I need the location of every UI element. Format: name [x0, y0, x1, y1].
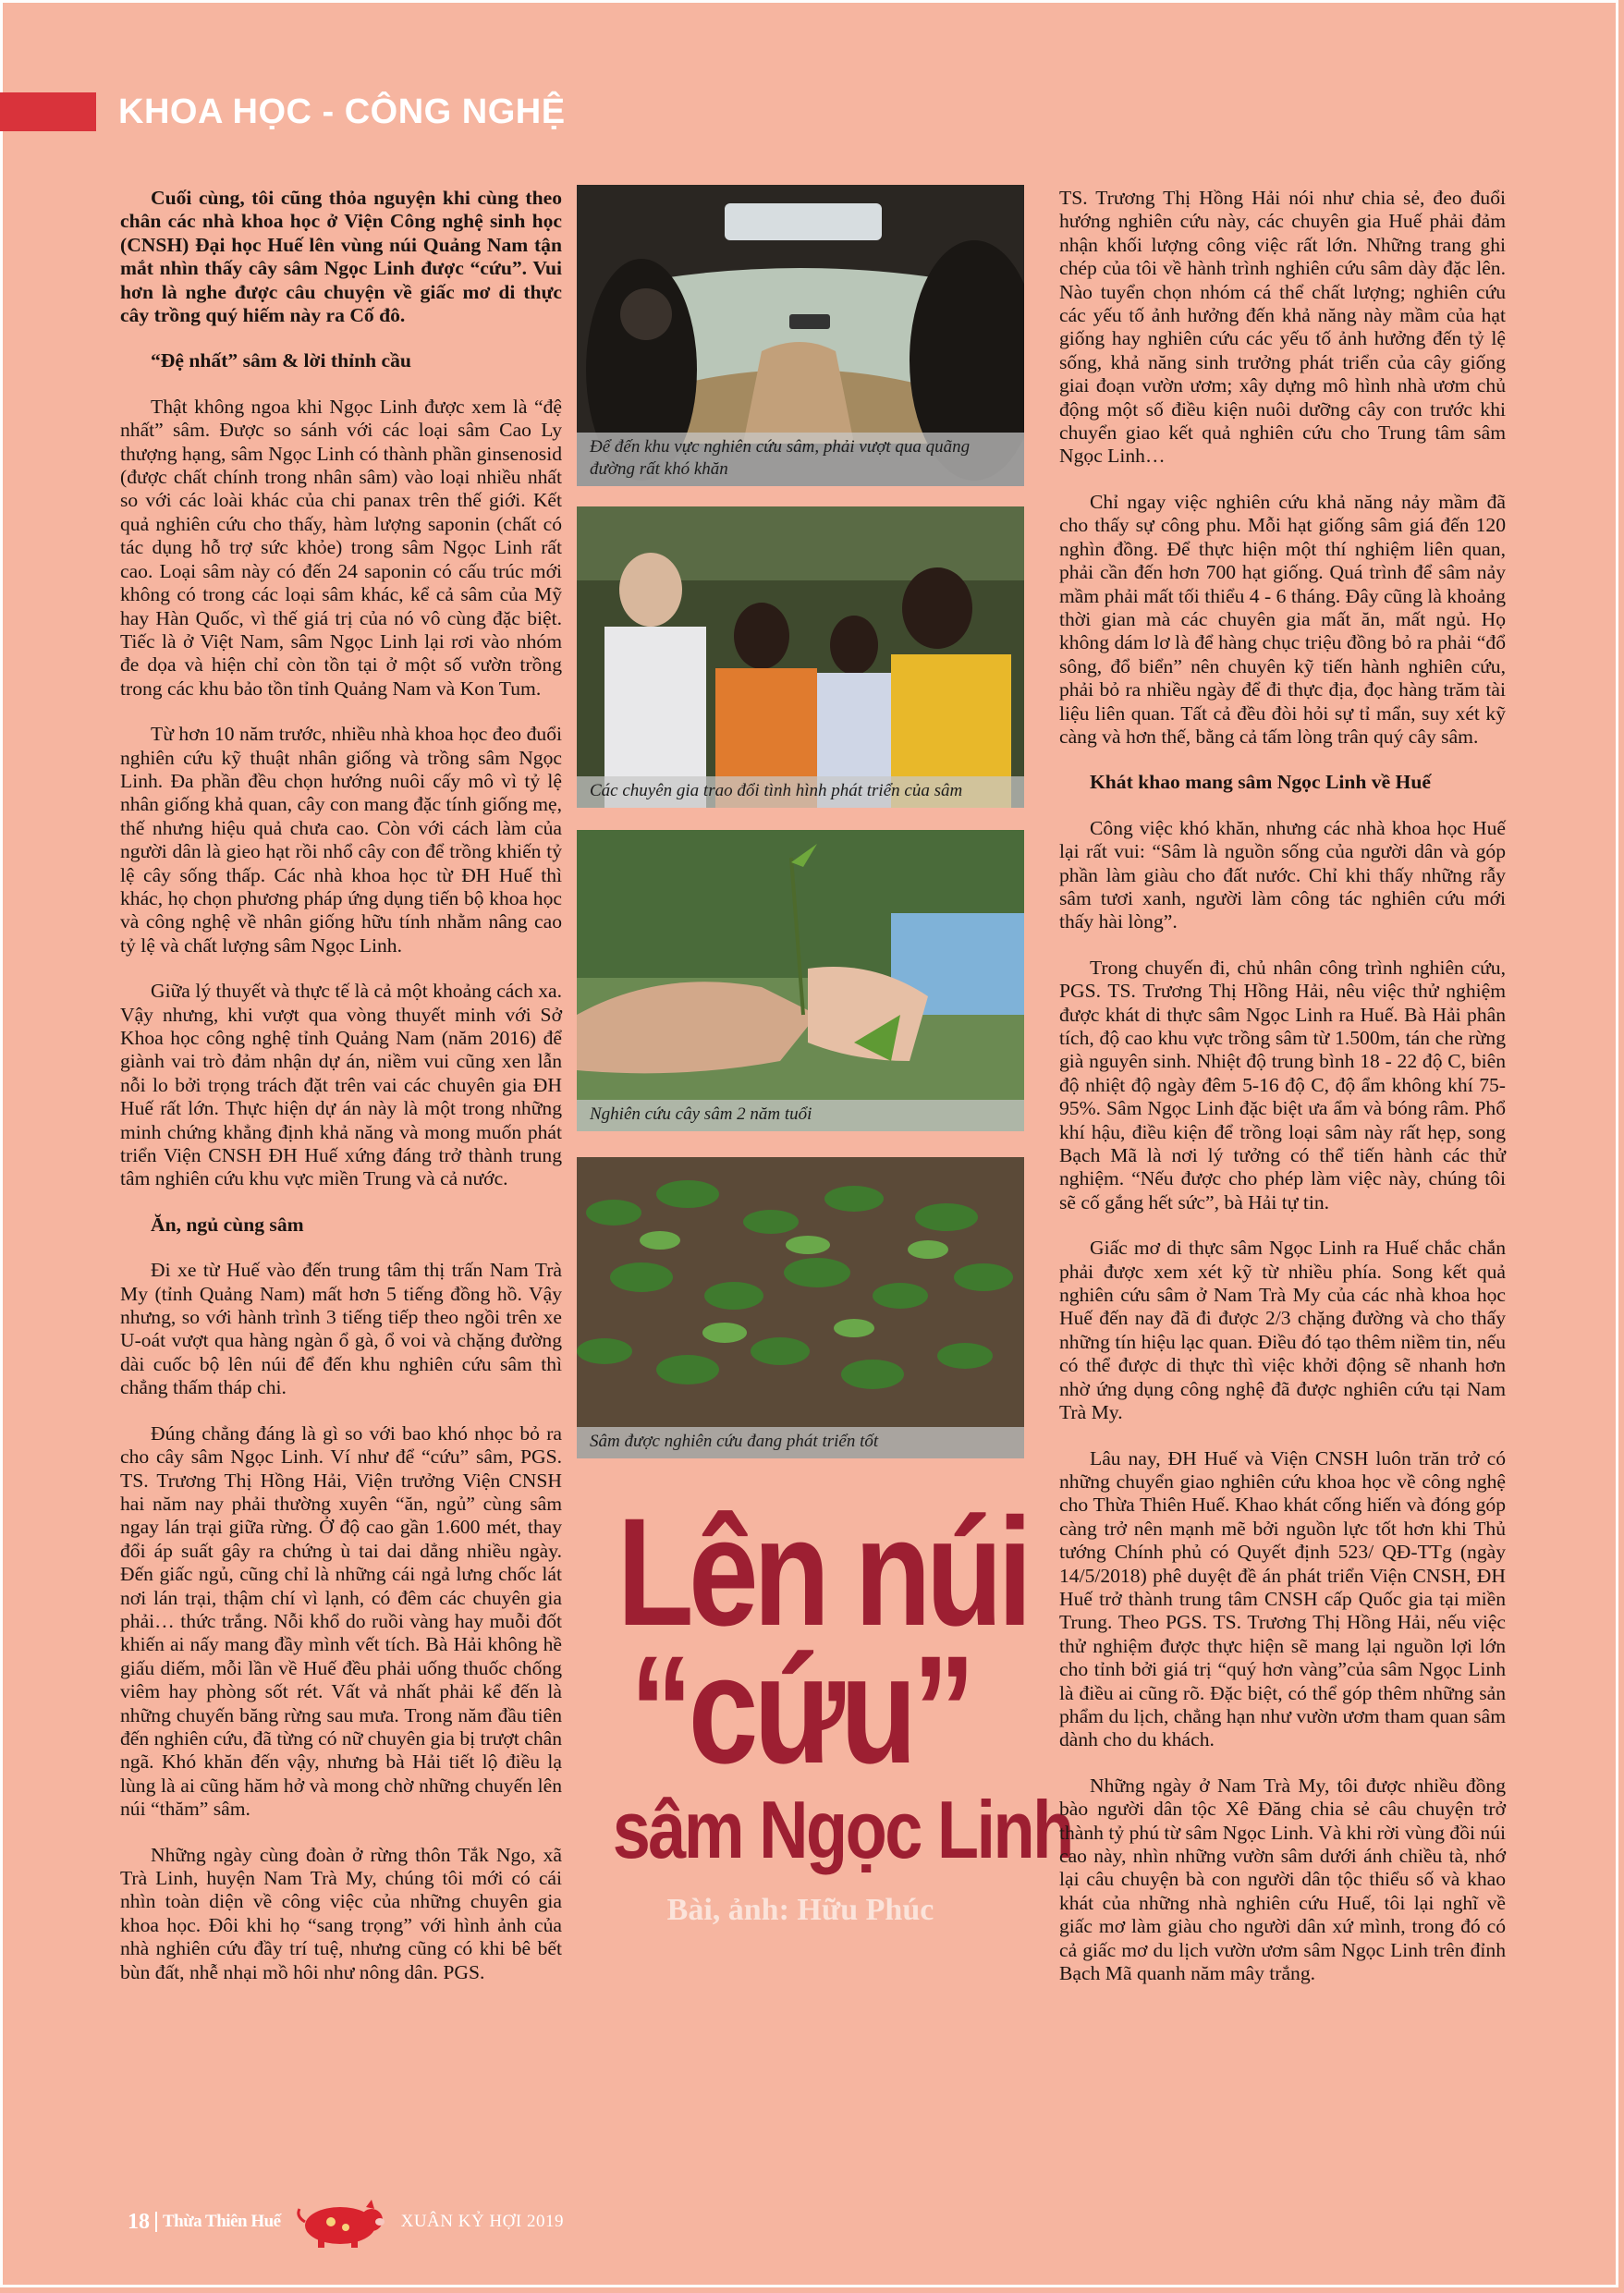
body-paragraph: Chỉ ngay việc nghiên cứu khả năng nảy mầm đã cho thấy sự công phu. Mỗi hạt giống sâm giá đến 120 nghìn đồng. Để thực hiện một thí nghiệm liên quan, phải cần đến hơn 700 hạt giống. Quá trình để sâm nảy mầm phải mất tối thiểu 4 - 6 tháng. Đây cũng là khoảng thời gian mà các chuyên gia mất ăn, mất ngủ. Họ không dám lơ là để hàng chục triệu đồng bỏ ra phải “đổ sông, đổ biển” nên chuyên kỹ tiến hành nghiên cứu, phải bỏ ra nhiều ngày để đi thực địa, đọc hàng trăm tài liệu liên quan. Tất cả đều đòi hỏi sự tỉ mẩn, suy xét kỹ càng và hơn thế, bằng cả tấm lòng trân quý cây sâm. — [1059, 490, 1506, 748]
body-paragraph: Lâu nay, ĐH Huế và Viện CNSH luôn trăn trở có những chuyển giao nghiên cứu khoa học về công nghệ cho Thừa Thiên Huế. Khao khát cống hiến và đóng góp càng trở nên mạnh mẽ bởi nguồn lực tốt hơn khi Thủ tướng Chính phủ có Quyết định 523/ QĐ-TTg (ngày 14/5/2018) phê duyệt đề án phát triển Viện CNSH, ĐH Huế trở thành trung tâm CNSH cấp Quốc gia tại miền Trung. Theo PGS. TS. Trương Thị Hồng Hải, nếu việc thử nghiệm được thực hiện sẽ mang lại nguồn lợi lớn cho tỉnh bởi giá trị “quý hơn vàng”của sâm Ngọc Linh là điều ai cũng rõ. Đặc biệt, có thể góp thêm những sản phẩm du lịch, chẳng hạn như vườn ươm tham quan sâm dành cho du khách. — [1059, 1446, 1506, 1751]
section-title: KHOA HỌC - CÔNG NGHỆ — [118, 91, 566, 131]
photo-experts — [577, 506, 1024, 808]
subheading: Ăn, ngủ cùng sâm — [151, 1213, 304, 1236]
subheading: “Đệ nhất” sâm & lời thỉnh cầu — [151, 349, 411, 372]
headline-line-2: “cứu” — [629, 1625, 971, 1796]
lead-paragraph: Cuối cùng, tôi cũng thỏa nguyện khi cùng theo chân các nhà khoa học ở Viện Công nghệ sinh học (CNSH) Đại học Huế lên vùng núi Quảng Nam tận mắt nhìn thấy cây sâm Ngọc Linh được “cứu”. Vui hơn là nghe được câu chuyện về giấc mơ di thực cây trồng quý hiếm này ra Cố đô. — [120, 187, 562, 327]
byline: Bài, ảnh: Hữu Phúc — [666, 1893, 934, 1927]
body-paragraph: Công việc khó khăn, nhưng các nhà khoa học Huế lại rất vui: “Sâm là nguồn sống của người dân và góp phần làm giàu cho đất nước. Chỉ khi thấy những rẫy sâm tươi xanh, người làm công tác nghiên cứu mới thấy hài lòng”. — [1059, 816, 1506, 933]
issue-name: XUÂN KỶ HỢI 2019 — [400, 2212, 564, 2231]
ginseng-bed-illustration — [577, 1157, 1024, 1458]
left-column — [120, 187, 562, 2006]
body-paragraph: Những ngày ở Nam Trà My, tôi được nhiều đồng bào người dân tộc Xê Đăng chia sẻ câu chuyện trở thành tỷ phú từ sâm Ngọc Linh. Và khi rời vùng đồi núi cao này, nhìn những vườn sâm dưới ánh chiều tà, nhớ lại câu chuyện bà con người dân tộc thiểu số và khao khát của những nhà nghiên cứu Huế, tôi lại nghĩ về giấc mơ làm giàu cho người dân xứ mình, trong đó có cả giấc mơ du lịch vườn ươm sâm Ngọc Linh trên đỉnh Bạch Mã quanh năm mây trắng. — [1059, 1774, 1506, 1985]
photo-seedling — [577, 830, 1024, 1131]
page-footer — [128, 2194, 564, 2250]
photo-caption: Nghiên cứu cây sâm 2 năm tuổi — [577, 1100, 1024, 1131]
page-number: 18 — [128, 2209, 150, 2234]
headline-line-3: sâm Ngọc Linh — [612, 1784, 1072, 1875]
photo-caption: Sâm được nghiên cứu đang phát triển tốt — [577, 1427, 1024, 1458]
body-paragraph: Đúng chẳng đáng là gì so với bao khó nhọc bỏ ra cho cây sâm Ngọc Linh. Ví như để “cứu” sâm, PGS. TS. Trương Thị Hồng Hải, Viện trưởng Viện CNSH hai năm nay phải thường xuyên “ăn, ngủ” cùng sâm ngay lán trại giữa rừng. Ở độ cao gần 1.600 mét, thay đổi áp suất gây ra chứng ù tai dai dẳng nhiều ngày. Đến giấc ngủ, cũng chỉ là những cái ngả lưng chốc lát nơi lán trại, thậm chí vì lạnh, có đêm các chuyên gia phải… thức trắng. Nỗi khổ do ruồi vàng hay muỗi đốt khiến ai nấy mang đầy mình vết tích. Bà Hải không hề giấu diếm, mỗi lần về Huế đều phải uống thuốc chống viêm hay phòng sốt rét. Vất vả nhất phải kể đến là những chuyến băng rừng sau mưa. Trong năm đầu tiên đến nghiên cứu, đã từng có nữ chuyên gia bị trượt chân ngã. Khó khăn đến vậy, nhưng bà Hải tiết lộ điều lạ lùng là ai cũng hăm hở và mong chờ những chuyến lên núi “thăm” sâm. — [120, 1421, 562, 1821]
pig-icon — [287, 2194, 388, 2250]
right-column — [1059, 187, 1506, 2007]
body-paragraph: Từ hơn 10 năm trước, nhiều nhà khoa học đeo đuổi nghiên cứu kỹ thuật nhân giống và trồng sâm Ngọc Linh. Đa phần đều chọn hướng nuôi cấy mô vì tỷ lệ nhân giống khả quan, cây con mang đặc tính giống mẹ, thế nhưng hiệu quả chưa cao. Còn với cách làm của người dân là gieo hạt rồi nhổ cây con để trồng khiến tỷ lệ cây sống thấp. Các nhà khoa học từ ĐH Huế thì khác, họ chọn phương pháp ứng dụng tiến bộ khoa học và công nghệ về nhân giống hữu tính nhằm nâng cao tỷ lệ và chất lượng sâm Ngọc Linh. — [120, 723, 562, 957]
body-paragraph: Giữa lý thuyết và thực tế là cả một khoảng cách xa. Vậy nhưng, khi vượt qua vòng thuyết minh với Sở Khoa học công nghệ tỉnh Quảng Nam (năm 2016) để giành vai trò đảm nhận dự án, niềm vui cũng xen lẫn nỗi lo bởi trọng trách đặt trên vai các chuyên gia ĐH Huế rất lớn. Thực hiện dự án này là một trong những minh chứng khẳng định khả năng và mong muốn phát triển Viện CNSH ĐH Huế xứng đáng trở thành trung tâm nghiên cứu khu vực miền Trung và cả nước. — [120, 980, 562, 1190]
body-paragraph: Những ngày cùng đoàn ở rừng thôn Tắk Ngo, xã Trà Linh, huyện Nam Trà My, chúng tôi mới có cái nhìn toàn diện về công việc của những chuyên gia khoa học. Đôi khi họ “sang trọng” với hình ảnh của nhà nghiên cứu đầy trí tuệ, nhưng cũng có khi bê bết bùn đất, nhễ nhại mồ hôi như nông dân. PGS. — [120, 1843, 562, 1983]
headline-line-1: Lên núi — [617, 1487, 1028, 1658]
photo-caption: Các chuyên gia trao đổi tình hình phát triển của sâm — [577, 776, 1024, 808]
footer-divider — [155, 2212, 157, 2232]
subheading: Khát khao mang sâm Ngọc Linh về Huế — [1090, 771, 1431, 794]
body-paragraph: Trong chuyến đi, chủ nhân công trình nghiên cứu, PGS. TS. Trương Thị Hồng Hải, nêu việc thử nghiệm được khát di thực sâm Ngọc Linh ra Huế. Bà Hải phân tích, độ cao khu vực trồng sâm từ 1.500m, tán che rừng già nguyên sinh. Nhiệt độ trung bình 18 - 22 độ C, biên độ nhiệt độ ngày đêm 5-16 độ C, độ ẩm không khí 75-95%. Sâm Ngọc Linh đặc biệt ưa ẩm và bóng râm. Phổ khí hậu, điều kiện để trồng loại sâm này rất hẹp, song Bạch Mã là nơi lý tưởng có thể tiến hành các thử nghiệm. “Nếu được cho phép làm việc này, chúng tôi sẽ cố gắng hết sức”, bà Hải tự tin. — [1059, 956, 1506, 1214]
photo-caption: Để đến khu vực nghiên cứu sâm, phải vượt qua quãng đường rất khó khăn — [577, 433, 1024, 486]
body-paragraph: Thật không ngoa khi Ngọc Linh được xem là “đệ nhất” sâm. Được so sánh với các loại sâm Cao Ly thượng hạng, sâm Ngọc Linh có thành phần ginsenosid (được chất chính trong nhân sâm) vào loại nhiều nhất so với các loài khác của chi panax trên thế giới. Kết quả nghiên cứu cho thấy, hàm lượng saponin (chất có tác dụng hỗ trợ sức khỏe) trong sâm Ngọc Linh rất cao. Loại sâm này có đến 24 saponin có cấu trúc mới không có trong các loại sâm khác, kể cả sâm của Mỹ hay Hàn Quốc, vì thế giá trị của nó vô cùng đặc biệt. Tiếc là ở Việt Nam, sâm Ngọc Linh lại rơi vào nhóm đe dọa và hiện chỉ còn tồn tại ở một số vườn trồng trong các khu bảo tồn tỉnh Quảng Nam và Kon Tum. — [120, 395, 562, 700]
magazine-name: Thừa Thiên Huế — [163, 2212, 281, 2231]
section-header — [0, 89, 566, 135]
body-paragraph: TS. Trương Thị Hồng Hải nói như chia sẻ, đeo đuổi hướng nghiên cứu này, các chuyên gia Huế phải đảm nhận khối lượng công việc rất lớn. Những trang ghi chép của tôi về hành trình nghiên cứu sâm dày đặc lên. Nào tuyển chọn nhóm cá thể chất lượng; nghiên cứu các yếu tố ảnh hưởng đến khả năng này mầm của hạt giống hay nghiên cứu các yếu tố ảnh hưởng đến tỷ lệ sống, khả năng sinh trưởng phát triển của cây giống giai đoạn vườn ươm; xây dựng mô hình nhà ươm chủ động một số điều kiện nuôi dưỡng cây con trước khi chuyển giao kết quả nghiên cứu cho Trung tâm sâm Ngọc Linh… — [1059, 187, 1506, 468]
headline — [577, 1487, 1072, 1880]
experts-illustration — [577, 506, 1024, 808]
photo-ginseng-bed — [577, 1157, 1024, 1458]
body-paragraph: Giấc mơ di thực sâm Ngọc Linh ra Huế chắc chắn phải được xem xét kỹ từ nhiều phía. Song kết quả nghiên cứu sâm ở Nam Trà My của các nhà khoa học Huế đến nay đã đi được 2/3 chặng đường và cho thấy những tín hiệu lạc quan. Điều đó tạo thêm niềm tin, nếu có thể được di thực thì việc khởi động sẽ nhanh hơn nhờ ứng dụng công nghệ đã được nghiên cứu tại Nam Trà My. — [1059, 1237, 1506, 1424]
body-paragraph: Đi xe từ Huế vào đến trung tâm thị trấn Nam Trà My (tỉnh Quảng Nam) mất hơn 5 tiếng đồng hồ. Vậy nhưng, so với hành trình 3 tiếng tiếp theo ngồi trên xe U-oát vượt qua hàng ngàn ổ gà, ổ voi và chặng đường dài cuốc bộ lên núi để đến khu nghiên cứu sâm thì chẳng thấm tháp chi. — [120, 1259, 562, 1399]
section-accent-bar — [0, 92, 96, 131]
seedling-illustration — [577, 830, 1024, 1131]
photo-road-trip — [577, 185, 1024, 486]
